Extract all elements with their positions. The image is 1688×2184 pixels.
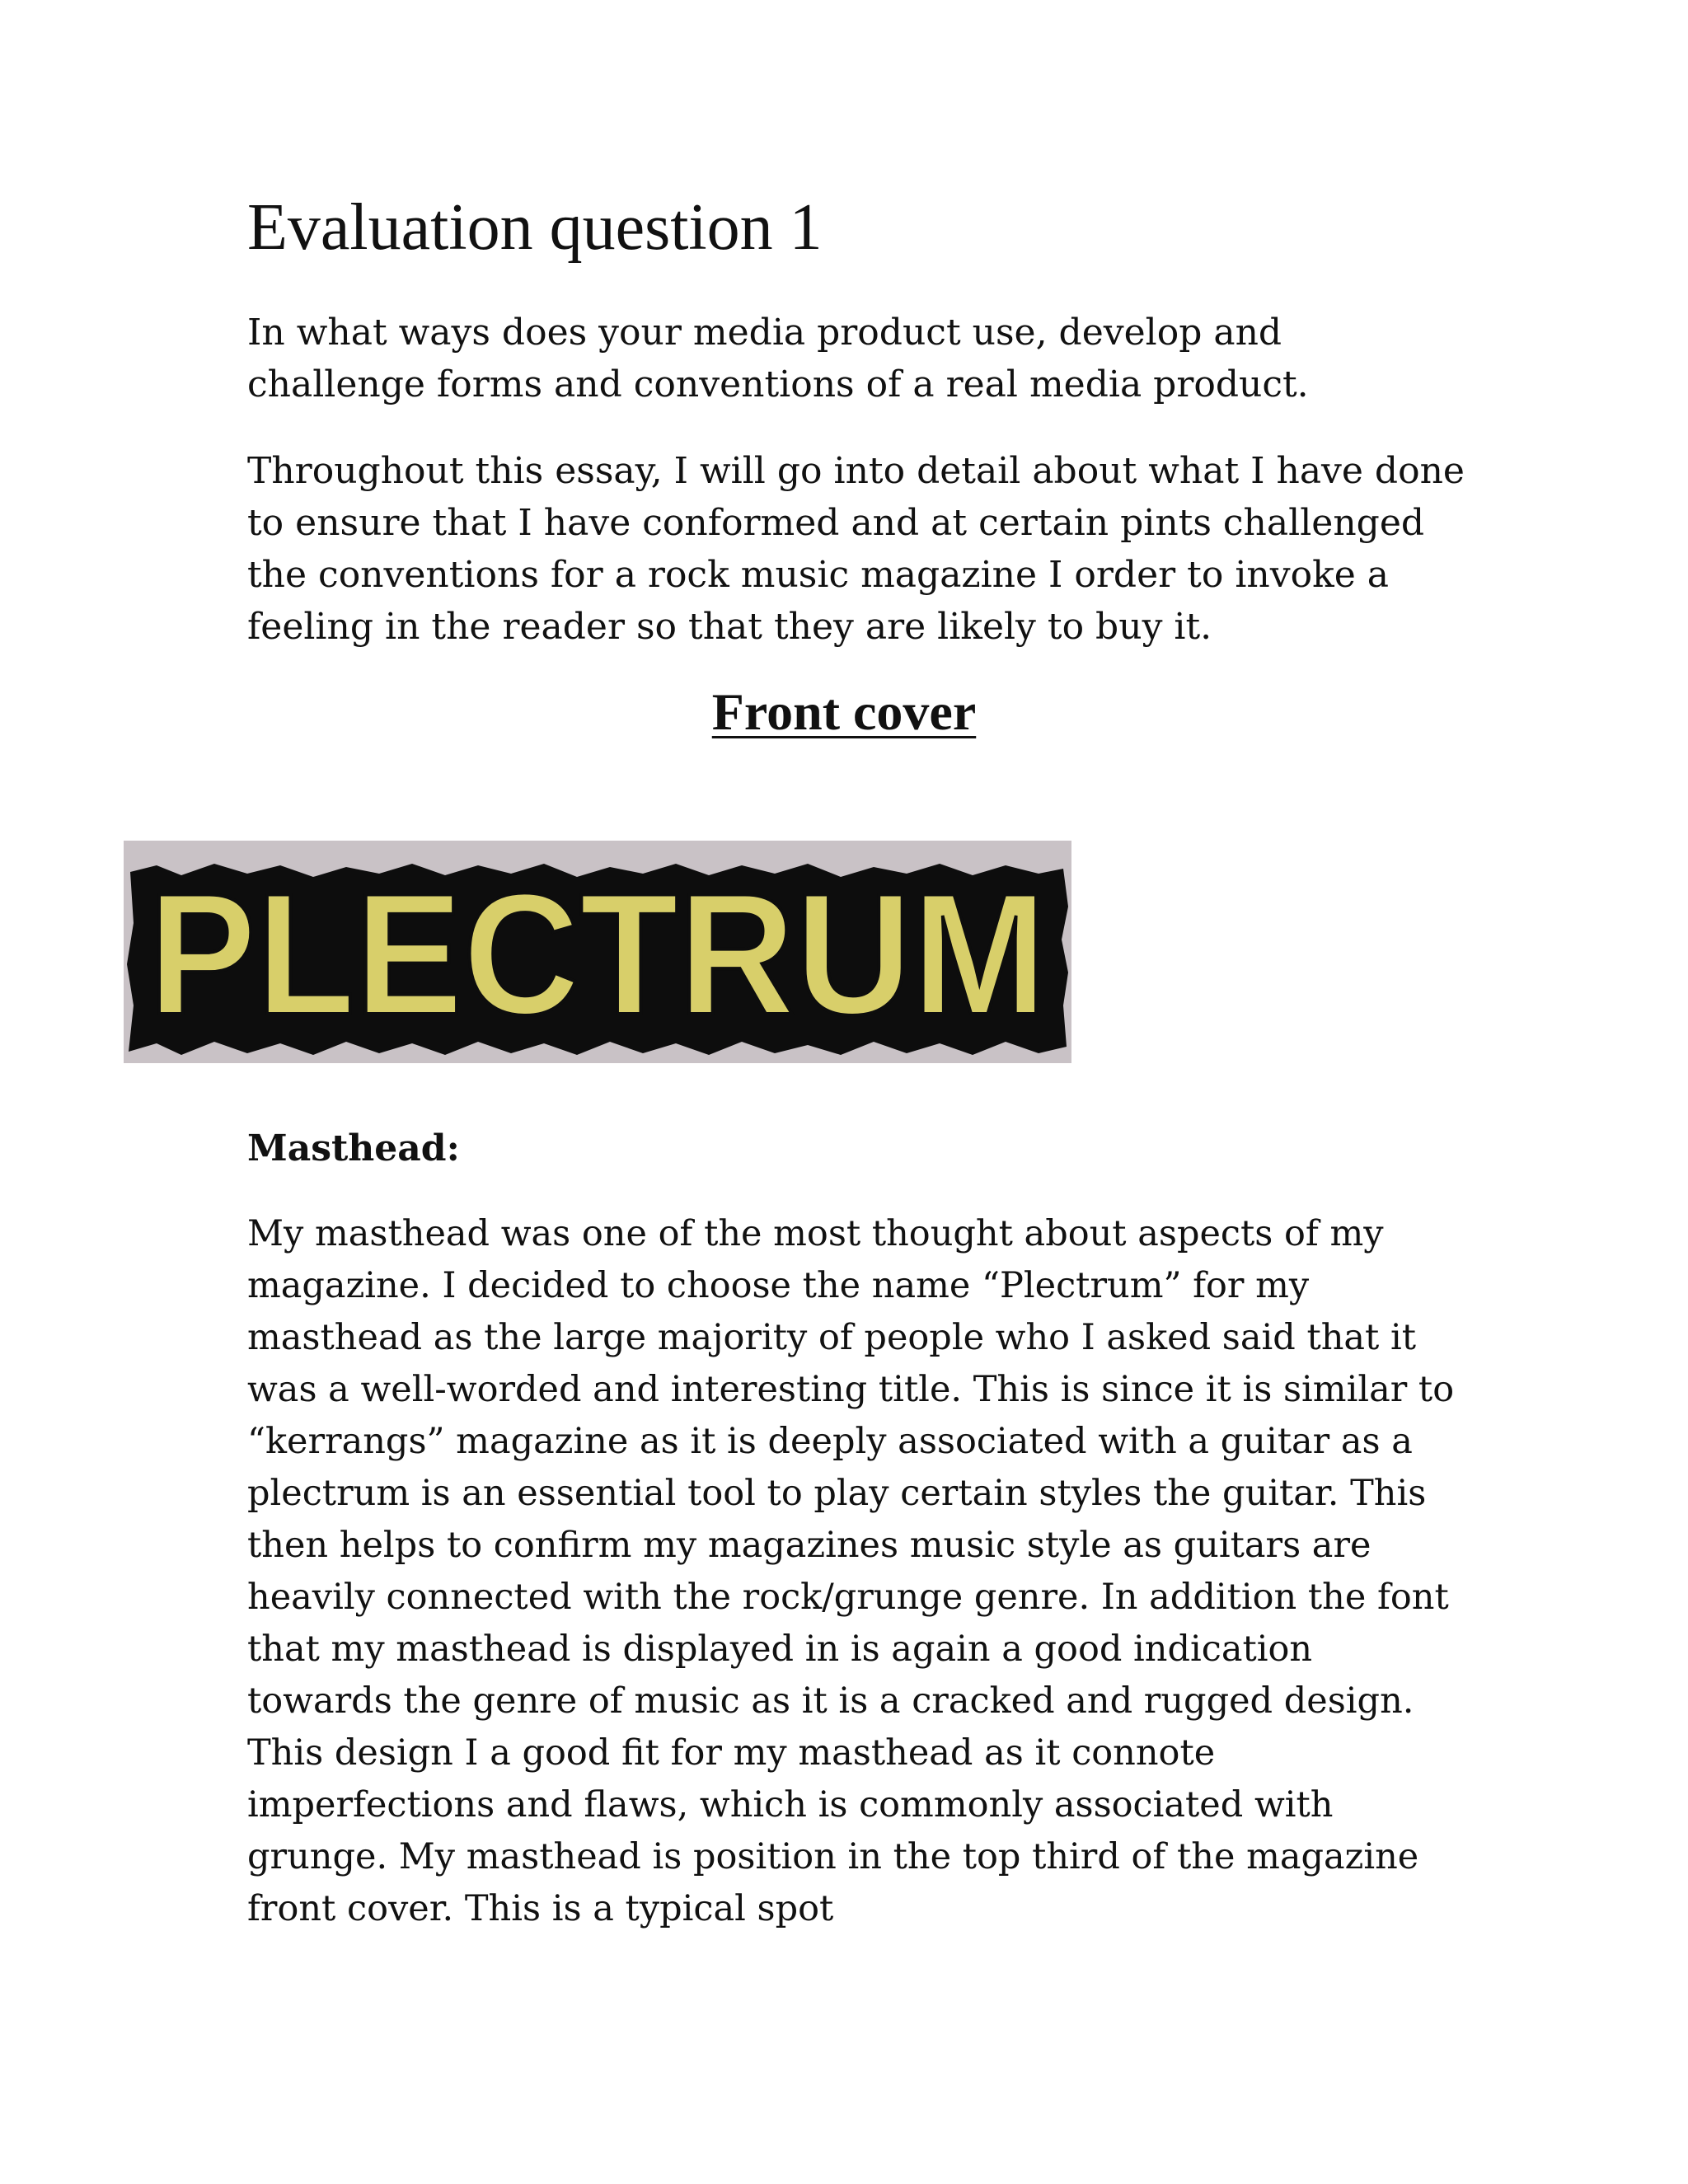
section-heading-front-cover [0,682,1688,741]
page-title: Evaluation question 1 [247,191,823,264]
intro-paragraph: Throughout this essay, I will go into detail about what I have done to ensure that I have conformed and at certain pints challenged the conventions for a rock music magazine I order to invoke a feeling in the reader so that they are likely to buy it. [247,450,1465,648]
logo-text: PLECTRUM [148,857,1047,1051]
evaluation-question: In what ways does your media product use, develop and challenge forms and conventions of a real media product. [247,312,1309,405]
masthead-label: Masthead: [247,1127,460,1169]
plectrum-masthead-logo [124,841,1071,1063]
masthead-paragraph: My masthead was one of the most thought about aspects of my magazine. I decided to choose the name “Plectrum” for my masthead as the large majority of people who I asked said that it was a well-worded and interesting title. This is since it is similar to “kerrangs” magazine as it is deeply associated with a guitar as a plectrum is an essential tool to play certain styles the guitar. This then helps to confirm my magazines music style as guitars are heavily connected with the rock/grunge genre. In addition the font that my masthead is displayed in is again a good indication towards the genre of music as it is a cracked and rugged design. This design I a good fit for my masthead as it connote imperfections and flaws, which is commonly associated with grunge. My masthead is position in the top third of the magazine front cover. This is a typical spot [247,1213,1455,1929]
section-heading-text: Front cover [711,682,977,741]
